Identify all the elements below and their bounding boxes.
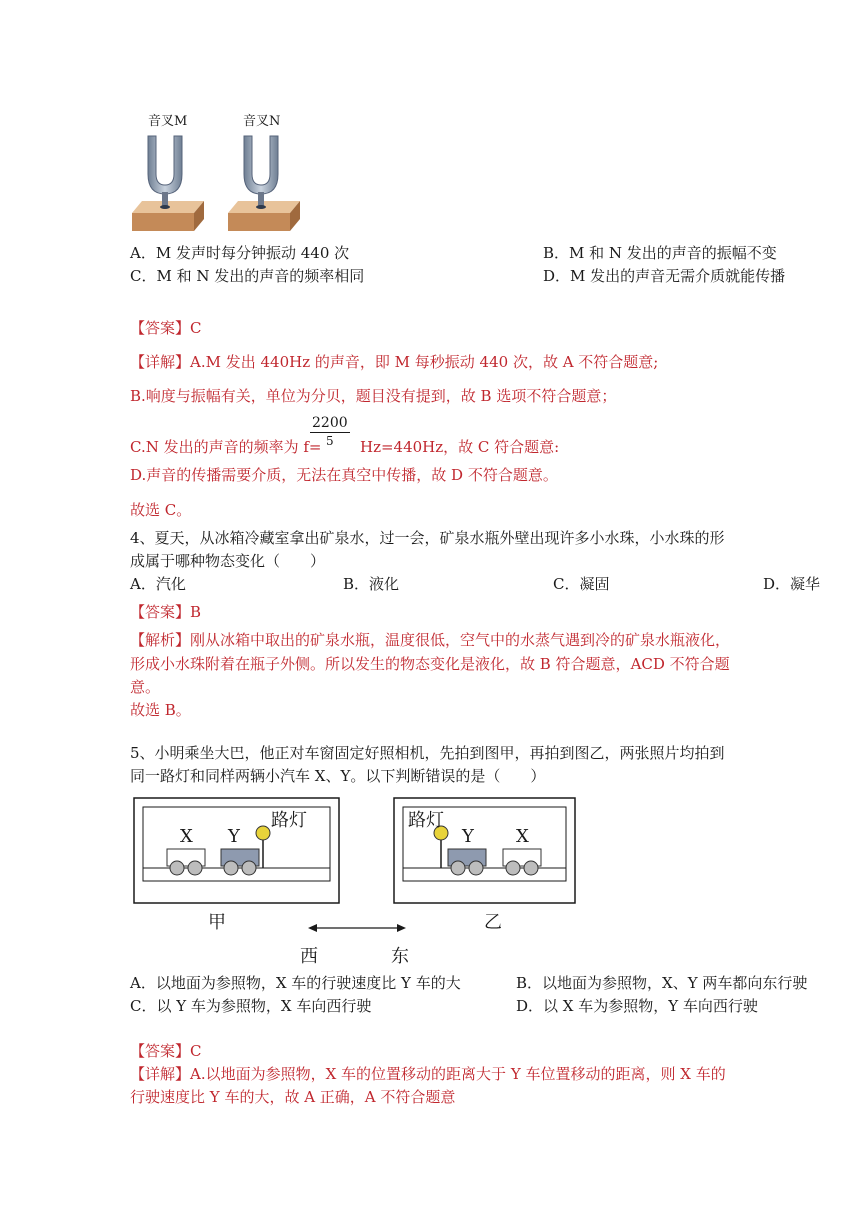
q3-answer: 【答案】C — [130, 319, 202, 337]
photo-jia-lamp-label: 路灯 — [271, 810, 307, 831]
fork-n-label: 音叉N — [243, 114, 281, 129]
q3-option-b: B．M 和 N 发出的声音的振幅不变 — [543, 244, 777, 262]
q4-option-d: D．凝华 — [763, 575, 821, 593]
q4-stem-line2: 成属于哪种物态变化（ ） — [130, 552, 326, 570]
q3-option-a: A．M 发声时每分钟振动 440 次 — [130, 244, 350, 262]
photo-jia-frame — [133, 797, 340, 904]
q4-analysis-line2: 形成小水珠附着在瓶子外侧。所以发生的物态变化是液化，故 B 符合题意，ACD 不符合题 — [130, 655, 730, 673]
q5-option-d: D．以 X 车为参照物，Y 车向西行驶 — [516, 997, 758, 1015]
photo-jia-label-x: X — [180, 826, 193, 847]
q3-option-c: C．M 和 N 发出的声音的频率相同 — [130, 267, 365, 285]
q5-detail-line1: 【详解】A.以地面为参照物，X 车的位置移动的距离大于 Y 车位置移动的距离，则 X 车的 — [130, 1065, 726, 1083]
q4-answer: 【答案】B — [130, 603, 202, 621]
q5-option-b: B．以地面为参照物，X、Y 两车都向东行驶 — [516, 974, 808, 992]
q4-option-b: B．液化 — [343, 575, 400, 593]
q3-choose: 故选 C。 — [130, 501, 192, 519]
photo-jia-caption: 甲 — [208, 912, 226, 933]
q3-detail-c-prefix: C.N 发出的声音的频率为 f= — [130, 438, 322, 456]
q4-stem-line1: 4、夏天，从冰箱冷藏室拿出矿泉水，过一会，矿泉水瓶外壁出现许多小水珠，小水珠的形 — [130, 529, 725, 547]
photo-yi-lamp-label: 路灯 — [408, 810, 444, 831]
q5-stem-line1: 5、小明乘坐大巴，他正对车窗固定好照相机，先拍到图甲，再拍到图乙，两张照片均拍到 — [130, 744, 725, 762]
q3-detail-b: B.响度与振幅有关，单位为分贝，题目没有提到，故 B 选项不符合题意； — [130, 387, 617, 405]
photo-jia-label-y: Y — [228, 826, 240, 847]
photo-yi-caption: 乙 — [484, 912, 502, 933]
photo-yi-label-x: X — [516, 826, 529, 847]
q5-option-a: A．以地面为参照物，X 车的行驶速度比 Y 车的大 — [130, 974, 461, 992]
frequency-fraction — [310, 414, 350, 449]
west-east-arrow — [308, 921, 406, 935]
photo-yi-label-y: Y — [462, 826, 474, 847]
fraction-numerator: 2200 — [312, 415, 348, 431]
tuning-fork-m — [132, 136, 204, 231]
q3-detail-d: D.声音的传播需要介质，无法在真空中传播，故 D 不符合题意。 — [130, 466, 558, 484]
fraction-denominator: 5 — [326, 434, 334, 448]
q4-option-c: C．凝固 — [553, 575, 610, 593]
q5-option-c: C．以 Y 车为参照物，X 车向西行驶 — [130, 997, 372, 1015]
q3-detail-a: 【详解】A.M 发出 440Hz 的声音，即 M 每秒振动 440 次，故 A 不符合题意; — [130, 353, 659, 371]
q5-answer: 【答案】C — [130, 1042, 202, 1060]
q4-analysis-line1: 【解析】刚从冰箱中取出的矿泉水瓶，温度很低，空气中的水蒸气遇到冷的矿泉水瓶液化， — [130, 631, 731, 649]
q3-detail-c-suffix: Hz=440Hz，故 C 符合题意: — [360, 438, 560, 456]
tuning-fork-n — [228, 136, 300, 231]
q4-option-a: A．汽化 — [130, 575, 186, 593]
direction-east-label: 东 — [391, 946, 409, 967]
q4-choose: 故选 B。 — [130, 701, 191, 719]
q4-analysis-line3: 意。 — [130, 678, 161, 696]
direction-west-label: 西 — [300, 946, 318, 967]
q5-detail-line2: 行驶速度比 Y 车的大，故 A 正确，A 不符合题意 — [130, 1088, 456, 1106]
q5-stem-line2: 同一路灯和同样两辆小汽车 X、Y。以下判断错误的是（ ） — [130, 767, 546, 785]
fork-m-label: 音叉M — [148, 114, 188, 129]
q3-option-d: D．M 发出的声音无需介质就能传播 — [543, 267, 786, 285]
tuning-fork-figure — [128, 128, 318, 234]
